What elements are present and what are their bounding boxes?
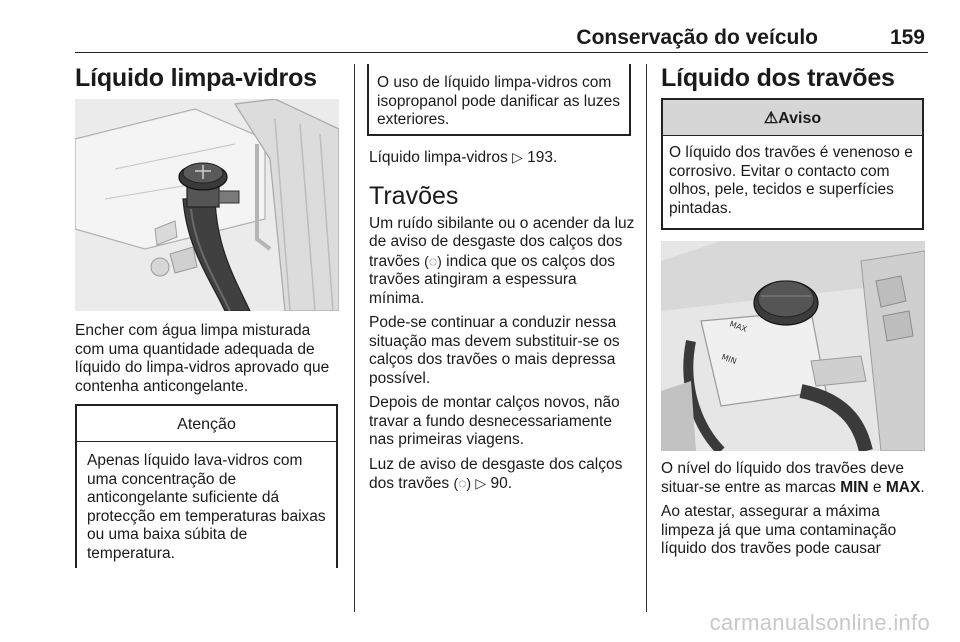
reservoir-max-mark: MAX [728, 319, 749, 334]
reservoir-min-mark: MIN [720, 352, 738, 367]
brakes-heading: Travões [369, 181, 459, 210]
washer-xref [369, 148, 635, 168]
warning-triangle-icon: ⚠ [763, 110, 779, 127]
brake-light-xref-page-link[interactable]: 90. [490, 475, 513, 492]
brakes-p4 [369, 456, 635, 494]
and-word: e [872, 478, 882, 496]
note-box [367, 64, 631, 136]
brakes-p1-a: Um ruído sibilante ou o acender da luz de aviso de desgaste dos calços dos travões [369, 214, 635, 270]
washer-xref-page-link[interactable]: 193. [527, 149, 558, 166]
column-2 [369, 148, 635, 494]
column-1 [75, 64, 341, 93]
washer-fill-paragraph: Encher com água limpa misturada com uma quantidade adequada de líquido do limpa-vidros aprovado que contenha anticongelante. [75, 322, 330, 395]
brake-wear-icon: (◌) [424, 252, 442, 269]
section-title: Conservação do veículo [576, 26, 818, 49]
warning-box [661, 98, 924, 230]
washer-fluid-heading: Líquido limpa-vidros [75, 64, 317, 92]
brakes-p3: Depois de montar calços novos, não travar a fundo desnecessariamente nas primeiras viagens. [369, 394, 620, 448]
column-3 [661, 64, 927, 93]
note-body [369, 64, 629, 136]
page-header [75, 26, 928, 53]
column-divider-1 [354, 64, 355, 612]
caution-title: Atenção [77, 404, 336, 442]
warning-body [663, 136, 922, 226]
brakes-p4-a: Luz de aviso de desgaste dos calços dos travões [369, 455, 623, 492]
warning-title: Aviso [778, 110, 822, 127]
caution-text: Apenas líquido lava-vidros com uma concentração de anticongelante suficiente dá protecção em temperaturas baixas ou uma baixa súbita de temperatura. [87, 452, 326, 562]
warning-text: O líquido dos travões é venenoso e corrosivo. Evitar o contacto com olhos, pele, tecidos e superfícies pintadas. [669, 144, 913, 217]
watermark: carmanualsonline.info [709, 610, 930, 635]
brake-fluid-p1: O nível do líquido dos travões deve situar-se entre as marcas MIN e MAX. [661, 460, 925, 496]
caution-body [77, 442, 336, 573]
brake-fluid-p2: Ao atestar, assegurar a máxima limpeza já que uma contaminação líquido dos travões pode causar [661, 503, 897, 557]
brake-wear-icon: (◌) [453, 475, 472, 491]
washer-xref-text: Líquido limpa-vidros [369, 149, 508, 166]
brake-fluid-reservoir-illustration [661, 241, 925, 451]
washer-reservoir-illustration [75, 99, 339, 311]
brake-fluid-text [661, 460, 927, 559]
xref-arrow-icon: ▷ [512, 149, 523, 165]
brakes-p2: Pode-se continuar a conduzir nessa situação mas devem substituir-se os calços dos travões o mais depressa possível. [369, 314, 620, 387]
note-text: O uso de líquido limpa-vidros com isopropanol pode danificar as luzes exteriores. [377, 74, 620, 128]
warning-head [663, 98, 922, 136]
xref-arrow-icon: ▷ [475, 475, 487, 491]
column-divider-2 [646, 64, 647, 612]
brakes-p1 [369, 215, 635, 309]
brake-fluid-p1-a: O nível do líquido dos travões deve situar-se entre as marcas [661, 460, 904, 496]
page-number: 159 [889, 26, 925, 49]
brake-fluid-heading: Líquido dos travões [661, 64, 895, 92]
brakes-p1-b: indica que os calços dos travões atingiram a espessura mínima. [369, 252, 616, 307]
max-label: MAX [885, 478, 921, 496]
min-label: MIN [840, 478, 869, 496]
washer-fill-text [75, 322, 341, 396]
caution-box [75, 404, 338, 568]
